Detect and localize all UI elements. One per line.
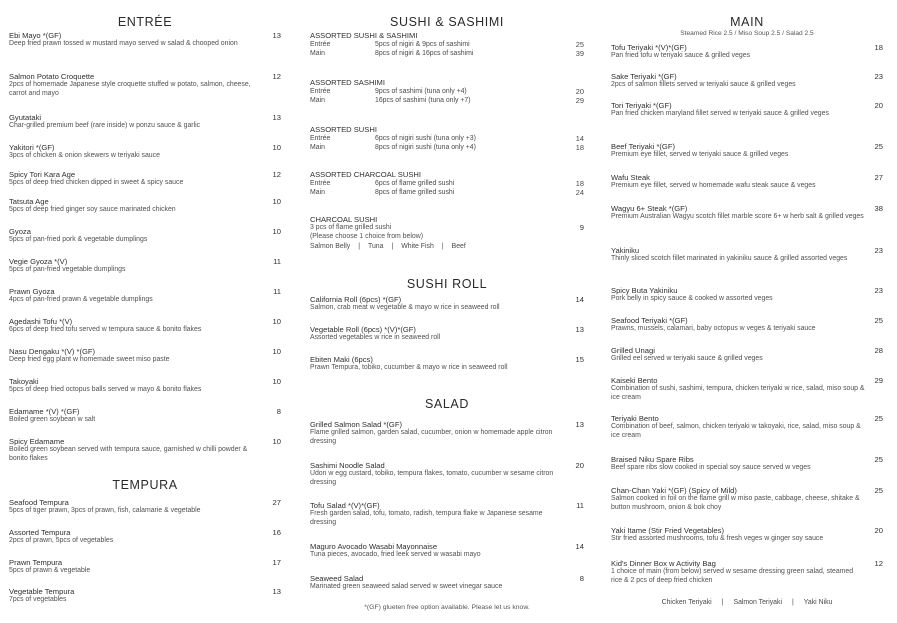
item-price: 20 (575, 461, 584, 470)
charcoal-option: Tuna (368, 243, 384, 251)
item-name: Ebi Mayo *(GF) (9, 31, 62, 40)
entree-section-title: ENTRÉE (117, 15, 173, 29)
size-label: Main (310, 189, 325, 197)
menu-item-head (611, 526, 883, 535)
sushi-group (310, 78, 584, 106)
sushi-size-row (310, 179, 584, 188)
menu-item-head (9, 31, 281, 40)
item-price: 25 (874, 316, 883, 325)
menu-item (9, 587, 281, 605)
item-description: Pork belly in spicy sauce & cooked w assorted veges (611, 295, 773, 302)
menu-item (611, 414, 883, 440)
menu-item-head (9, 317, 281, 326)
item-price: 23 (874, 286, 883, 295)
item-price: 13 (272, 587, 281, 596)
item-description: Beef spare ribs slow cooked in special soy sauce served w veges (611, 464, 811, 471)
item-description: Prawn Tempura, tobiko, cucumber & mayo w rice in seaweed roll (310, 364, 508, 371)
item-description: 2pcs of salmon fillets served w teriyaki sauce & grilled veges (611, 81, 796, 88)
item-price: 10 (272, 437, 281, 446)
charcoal-options: Salmon Belly | Tuna | White Fish | Beef (310, 243, 466, 251)
item-name: Tofu Teriyaki *(V)*(GF) (611, 43, 687, 52)
item-description: Salmon, crab meat w vegetable & mayo w rice in seaweed roll (310, 304, 500, 311)
item-name: Spicy Edamame (9, 437, 65, 446)
item-name: Wafu Steak (611, 173, 650, 182)
item-price: 12 (272, 72, 281, 81)
item-price: 20 (874, 526, 883, 535)
kids-option: Chicken Teriyaki (661, 599, 712, 606)
charcoal-sushi-item (310, 215, 584, 251)
item-price: 20 (874, 101, 883, 110)
sushi-roll-section-title: SUSHI ROLL (406, 277, 488, 291)
item-description: Fresh garden salad, tofu, tomato, radish, tempura flake w Japanese sesame dressing (310, 510, 543, 526)
charcoal-sushi-head (310, 215, 584, 224)
menu-item (611, 142, 883, 160)
tempura-section-title: TEMPURA (112, 478, 178, 492)
menu-item-head (9, 407, 281, 416)
size-label: Entrée (310, 180, 331, 187)
item-description: Boiled green soybean w salt (9, 416, 96, 423)
item-price: 27 (272, 498, 281, 507)
menu-item (9, 170, 281, 188)
item-name: Chan-Chan Yaki *(GF) (Spicy of Mild) (611, 486, 737, 495)
size-price: 20 (575, 87, 584, 96)
item-price: 25 (874, 414, 883, 423)
menu-item-head (9, 558, 281, 567)
item-price: 13 (272, 113, 281, 122)
menu-item-head (310, 542, 584, 551)
item-name: Assorted Tempura (9, 528, 71, 537)
item-description: Char-grilled premium beef (rare inside) w ponzu sauce & garlic (9, 122, 201, 129)
item-description: 5pcs of pan-fried pork & vegetable dumplings (9, 236, 148, 243)
sushi-group-title (310, 31, 584, 40)
menu-item (9, 377, 281, 395)
menu-item-head (9, 587, 281, 596)
item-name: Ebiten Maki (6pcs) (310, 355, 373, 364)
item-description: 2pcs of homemade Japanese style croquette stuffed w potato, salmon, cheese, carrot and mayo (9, 81, 251, 97)
menu-item-head (9, 170, 281, 179)
item-description: 5pcs of deep fried chicken dipped in sweet & spicy sauce (9, 179, 184, 186)
item-name: Grilled Salmon Salad *(GF) (310, 420, 403, 429)
sushi-group-title (310, 125, 584, 134)
sushi-size-row (310, 143, 584, 152)
menu-item (310, 420, 584, 446)
menu-item-head (310, 574, 584, 583)
item-price: 12 (874, 559, 883, 568)
menu-item-head (310, 355, 584, 364)
item-name: Yakitori *(GF) (9, 143, 55, 152)
item-name: Teriyaki Bento (611, 414, 659, 423)
menu-item-head (310, 325, 584, 334)
sushi-section-title: SUSHI & SASHIMI (390, 15, 504, 29)
item-price: 14 (575, 295, 584, 304)
menu-item (9, 257, 281, 275)
item-price: 10 (272, 143, 281, 152)
menu-item-head (611, 204, 883, 213)
item-description: Grilled eel served w teriyaki sauce & grilled veges (611, 355, 763, 362)
item-price: 9 (579, 223, 584, 232)
item-name: Seafood Teriyaki *(GF) (611, 316, 688, 325)
item-name: Edamame *(V) *(GF) (9, 407, 80, 416)
menu-item (310, 501, 584, 527)
size-label: Main (310, 97, 325, 105)
size-label: Entrée (310, 135, 331, 142)
item-description: Salmon cooked in foil on the flame grill w miso paste, cabbage, cheese, shitake & button mushroom, onion & bok choy (611, 495, 860, 511)
size-description: 8pcs of flame grilled sushi (375, 189, 455, 197)
menu-item-head (611, 246, 883, 255)
item-price: 10 (272, 347, 281, 356)
salad-section-title: SALAD (425, 397, 469, 411)
item-name: Prawn Gyoza (9, 287, 55, 296)
kids-option: Salmon Teriyaki (733, 599, 782, 606)
item-price: 11 (273, 257, 281, 266)
item-name: Agedashi Tofu *(V) (9, 317, 73, 326)
menu-item-head (611, 486, 883, 495)
item-description: 5pcs of deep fried octopus balls served w mayo & bonito flakes (9, 386, 202, 393)
size-label: Entrée (310, 88, 331, 95)
item-description: Combination of beef, salmon, chicken teriyaki w takoyaki, rice, salad, miso soup & ice cream (611, 423, 861, 439)
menu-item-head (9, 347, 281, 356)
item-name: Tatsuta Age (9, 197, 49, 206)
menu-item (611, 72, 883, 90)
item-name: Wagyu 6+ Steak *(GF) (611, 204, 688, 213)
item-price: 8 (579, 574, 584, 583)
item-price: 10 (272, 377, 281, 386)
item-name: Yakiniku (611, 246, 640, 255)
item-name: Grilled Unagi (611, 346, 655, 355)
menu-item (611, 43, 883, 61)
item-price: 10 (272, 227, 281, 236)
size-description: 8pcs of nigiri & 16pcs of sashimi (375, 50, 474, 58)
size-label: Main (310, 50, 325, 58)
item-price: 25 (874, 455, 883, 464)
menu-item-head (9, 498, 281, 507)
item-name: Takoyaki (9, 377, 39, 386)
item-description: 7pcs of vegetables (9, 596, 67, 603)
item-price: 13 (272, 31, 281, 40)
kids-options: Chicken Teriyaki | Salmon Teriyaki | Yaki Niku (661, 599, 833, 606)
charcoal-line-1: 3 pcs of flame grilled sushi (310, 224, 392, 231)
menu-item (611, 173, 883, 191)
size-description: 5pcs of nigiri & 9pcs of sashimi (375, 41, 470, 48)
menu-item (9, 72, 281, 98)
charcoal-option: Salmon Belly (310, 243, 351, 251)
size-description: 9pcs of sashimi (tuna only +4) (375, 88, 467, 95)
item-description: 5pcs of tiger prawn, 3pcs of prawn, fish, calamarie & vegetable (9, 507, 201, 514)
menu-item-head (9, 197, 281, 206)
item-description: 5pcs of prawn & vegetable (9, 567, 91, 574)
size-price: 18 (575, 179, 584, 188)
size-label: Main (310, 144, 325, 152)
menu-item-head (310, 295, 584, 304)
group-name: ASSORTED CHARCOAL SUSHI (310, 170, 421, 179)
item-description: Thinly sliced scotch fillet marinated in yakiniku sauce & grilled assorted veges (611, 255, 848, 262)
item-description: 4pcs of pan-fried prawn & vegetable dumplings (9, 296, 153, 303)
menu-item (9, 407, 281, 425)
size-price: 29 (575, 96, 584, 106)
item-name: Seaweed Salad (310, 574, 364, 583)
sushi-size-row (310, 49, 584, 58)
size-label: Entrée (310, 41, 331, 48)
group-name: ASSORTED SASHIMI (310, 78, 385, 87)
menu-item (9, 31, 281, 49)
item-description: Stir fried assorted mushrooms, tofu & fresh veges w ginger soy sauce (611, 535, 824, 542)
charcoal-line-2: (Please choose 1 choice from below) (310, 232, 423, 240)
menu-item-head (611, 316, 883, 325)
item-price: 23 (874, 72, 883, 81)
menu-item-head (611, 72, 883, 81)
item-description: Deep fried egg plant w homemade sweet miso paste (9, 356, 170, 363)
sushi-size-row (310, 40, 584, 49)
item-description: 5pcs of deep fried ginger soy sauce marinated chicken (9, 206, 176, 213)
sushi-group-title (310, 78, 584, 87)
menu-item (310, 295, 584, 313)
menu-item-head (611, 286, 883, 295)
menu-item (611, 559, 883, 585)
item-name: Vegetable Roll (6pcs) *(V)*(GF) (310, 325, 416, 334)
item-name: Gyoza (9, 227, 31, 236)
menu-item (611, 101, 883, 119)
main-section-title: MAIN (730, 15, 764, 29)
menu-item-head (611, 142, 883, 151)
menu-item (611, 346, 883, 364)
item-price: 25 (874, 486, 883, 495)
menu-item (611, 204, 883, 222)
sushi-group (310, 170, 584, 198)
item-description: Boiled green soybean served with tempura sauce, garnished w chilli powder & bonito flakes (9, 446, 248, 462)
menu-item (9, 113, 281, 131)
sushi-group (310, 31, 584, 59)
item-description: Pan fried chicken maryland fillet served w teriyaki sauce & grilled veges (611, 110, 829, 117)
menu-item (310, 461, 584, 487)
size-description: 16pcs of sashimi (tuna only +7) (375, 97, 471, 105)
item-description: 6pcs of deep fried tofu served w tempura sauce & bonito flakes (9, 326, 202, 333)
menu-item (9, 287, 281, 305)
menu-item-head (9, 287, 281, 296)
item-description: Assorted vegetables w rice in seaweed roll (310, 334, 441, 341)
menu-item-head (9, 113, 281, 122)
item-price: 15 (575, 355, 584, 364)
menu-item (9, 197, 281, 215)
main-sides-note: Steamed Rice 2.5 / Miso Soup 2.5 / Salad 2.5 (680, 30, 814, 37)
menu-item (9, 317, 281, 335)
menu-item (310, 325, 584, 343)
item-name: Maguro Avocado Wasabi Mayonnaise (310, 542, 438, 551)
item-name: Tofu Salad *(V)*(GF) (310, 501, 380, 510)
kids-option: Yaki Niku (803, 599, 833, 606)
item-name: CHARCOAL SUSHI (310, 215, 378, 224)
menu-item (611, 316, 883, 334)
menu-item (9, 528, 281, 546)
item-price: 14 (575, 542, 584, 551)
size-price: 24 (575, 188, 584, 198)
sushi-size-row (310, 96, 584, 105)
menu-item-head (611, 559, 883, 568)
menu-item-head (9, 227, 281, 236)
item-name: Salmon Potato Croquette (9, 72, 95, 81)
charcoal-option: White Fish (401, 243, 434, 251)
item-name: Nasu Dengaku *(V) *(GF) (9, 347, 96, 356)
menu-item-head (611, 455, 883, 464)
menu-item (611, 455, 883, 473)
item-description: Marinated green seaweed salad served w sweet vinegar sauce (310, 583, 503, 590)
item-price: 29 (874, 376, 883, 385)
group-name: ASSORTED SUSHI & SASHIMI (310, 31, 418, 40)
menu-item-head (9, 257, 281, 266)
item-name: Braised Niku Spare Ribs (611, 455, 694, 464)
item-description: 2pcs of prawn, 5pcs of vegetables (9, 537, 114, 544)
item-name: Sake Teriyaki *(GF) (611, 72, 677, 81)
menu-item (310, 542, 584, 560)
item-price: 11 (273, 287, 281, 296)
sushi-group (310, 125, 584, 153)
item-name: Spicy Buta Yakiniku (611, 286, 678, 295)
item-name: Beef Teriyaki *(GF) (611, 142, 676, 151)
item-description: 3pcs of chicken & onion skewers w teriyaki sauce (9, 152, 160, 159)
item-description: Tuna pieces, avocado, fried leek served w wasabi mayo (310, 551, 481, 558)
gluten-free-footnote: *(GF) glueten free option available. Please let us know. (364, 604, 530, 611)
menu-item-head (611, 173, 883, 182)
item-name: Kaiseki Bento (611, 376, 658, 385)
item-name: Gyutataki (9, 113, 42, 122)
item-price: 23 (874, 246, 883, 255)
item-description: Premium eye fillet, served w teriyaki sauce & grilled veges (611, 151, 789, 158)
menu-item (9, 143, 281, 161)
item-price: 10 (272, 317, 281, 326)
menu-item (611, 376, 883, 402)
size-price: 14 (575, 134, 584, 143)
menu-item-head (9, 437, 281, 446)
menu-item-head (9, 377, 281, 386)
size-description: 6pcs of flame grilled sushi (375, 180, 455, 187)
menu-item-head (310, 501, 584, 510)
menu-item (310, 355, 584, 373)
charcoal-sushi-desc (310, 224, 584, 241)
menu-item-head (611, 346, 883, 355)
item-name: Vegetable Tempura (9, 587, 75, 596)
item-description: Combination of sushi, sashimi, tempura, chicken teriyaki w rice, salad, miso soup & ice cream (611, 385, 865, 401)
item-price: 27 (874, 173, 883, 182)
item-description: Pan fried tofu w teriyaki sauce & grilled veges (611, 52, 751, 59)
item-price: 17 (272, 558, 281, 567)
item-price: 12 (272, 170, 281, 179)
item-description: 1 choice of main (from below) served w sesame dressing green salad, steamed rice & 2 pcs of deep fried chicken (611, 568, 854, 584)
size-description: 8pcs of nigiri sushi (tuna only +4) (375, 144, 476, 152)
menu-item (310, 574, 584, 592)
menu-item-head (310, 420, 584, 429)
item-price: 10 (272, 197, 281, 206)
item-price: 28 (874, 346, 883, 355)
sushi-size-row (310, 134, 584, 143)
item-name: Seafood Tempura (9, 498, 69, 507)
item-price: 25 (874, 142, 883, 151)
item-name: Prawn Tempura (9, 558, 63, 567)
size-description: 6pcs of nigiri sushi (tuna only +3) (375, 135, 476, 142)
item-price: 13 (575, 420, 584, 429)
item-name: Yaki Itame (Stir Fried Vegetables) (611, 526, 724, 535)
item-name: Spicy Tori Kara Age (9, 170, 76, 179)
menu-item (9, 558, 281, 576)
sushi-group-title (310, 170, 584, 179)
item-price: 13 (575, 325, 584, 334)
size-price: 25 (575, 40, 584, 49)
item-name: Vegie Gyoza *(V) (9, 257, 68, 266)
menu-item-head (9, 528, 281, 537)
menu-item (611, 486, 883, 512)
item-description: Deep fried prawn tossed w mustard mayo served w salad & chooped onion (9, 40, 238, 47)
item-description: Prawns, mussels, calamari, baby octopus w veges & teriyaki sauce (611, 325, 816, 332)
menu-item-head (9, 72, 281, 81)
item-description: Udon w egg custard, tobiko, tempura flakes, tomato, cucumber w sesame citron dressing (310, 470, 554, 486)
menu-item-head (611, 43, 883, 52)
item-name: Sashimi Noodle Salad (310, 461, 385, 470)
size-price: 18 (575, 143, 584, 153)
item-name: Kid's Dinner Box w Activity Bag (611, 559, 716, 568)
item-price: 38 (874, 204, 883, 213)
item-description: Flame grilled salmon, garden salad, cucumber, onion w homemade apple citron dressing (310, 429, 553, 445)
menu-item (9, 347, 281, 365)
menu-item (9, 227, 281, 245)
menu-item (611, 526, 883, 544)
menu-item-head (9, 143, 281, 152)
item-price: 11 (576, 501, 584, 510)
charcoal-option: Beef (451, 243, 466, 251)
menu-item-head (611, 376, 883, 385)
menu-item-head (611, 414, 883, 423)
menu-item (611, 286, 883, 304)
group-name: ASSORTED SUSHI (310, 125, 377, 134)
item-price: 18 (874, 43, 883, 52)
menu-item-head (611, 101, 883, 110)
sushi-size-row (310, 188, 584, 197)
item-price: 8 (276, 407, 281, 416)
size-price: 39 (575, 49, 584, 59)
item-description: 5pcs of pan-fried vegetable dumplings (9, 266, 126, 273)
menu-item (611, 246, 883, 264)
item-name: California Roll (6pcs) *(GF) (310, 295, 402, 304)
item-price: 16 (272, 528, 281, 537)
item-description: Premium Australian Wagyu scotch fillet marble score 6+ w herb salt & grilled veges (611, 213, 864, 220)
menu-item (9, 498, 281, 516)
item-description: Premium eye fillet, served w homemade wafu steak sauce & veges (611, 182, 816, 189)
sushi-size-row (310, 87, 584, 96)
menu-item (9, 437, 281, 463)
item-name: Tori Teriyaki *(GF) (611, 101, 672, 110)
menu-item-head (310, 461, 584, 470)
